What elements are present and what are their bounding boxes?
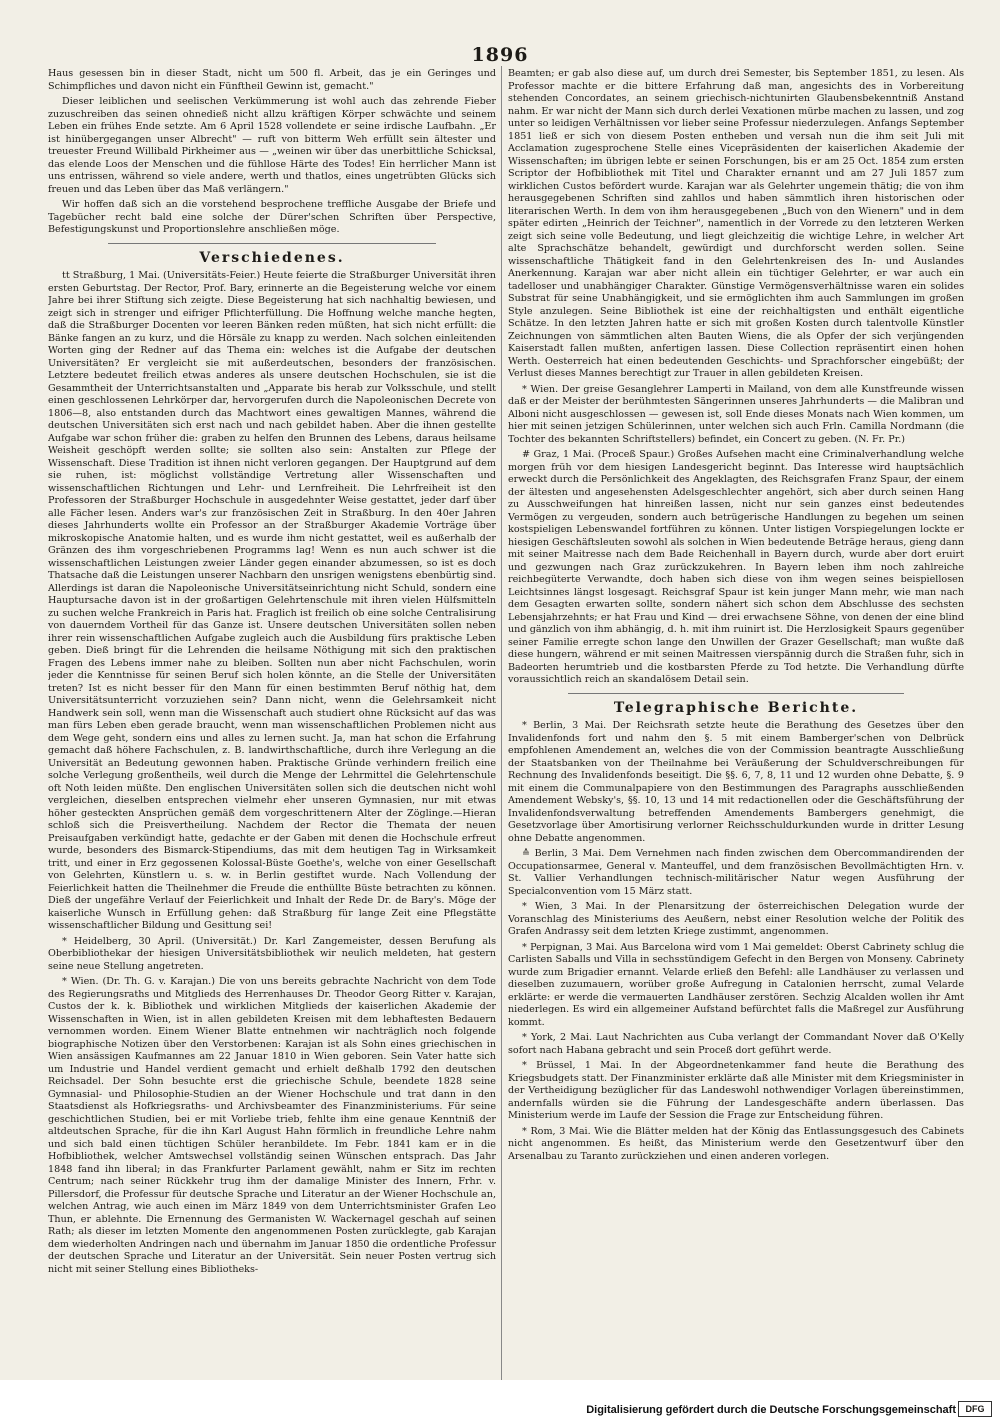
telegraph-item: * Brüssel, 1 Mai. In der Abgeordnetenkammer fand heute die Berathung des Kriegsbudgets statt. Der Finanzminister erklärte daß alle Minister mit dem Kriegsminister in der Vertheidigung bezüglicher für das Landeswohl nothwendiger Vorlagen übereinstimmen, andernfalls würden sie die Führung der Landesgeschäfte andern überlassen. Das Ministerium werde im Laufe der Session die Frage zur Entscheidung führen. <box>508 1060 964 1121</box>
page-number: 1896 <box>471 44 529 66</box>
news-item: * Heidelberg, 30 April. (Universität.) Dr. Karl Zangemeister, dessen Berufung als Oberbibliothekar der hiesigen Universitätsbibliothek wir neulich meldeten, hat gestern seine neue Stellung angetreten. <box>48 935 496 972</box>
article-paragraph: Haus gesessen bin in dieser Stadt, nicht um 500 fl. Arbeit, das je ein Geringes und Schimpfliches und davon nicht ein Fünftheil Gewinn ist, gemacht." <box>48 68 496 92</box>
section-rule <box>568 693 904 694</box>
telegraph-item: ≙ Berlin, 3 Mai. Dem Vernehmen nach finden zwischen dem Obercommandirenden der Occupationsarmee, General v. Manteuffel, und dem französischen Bevollmächtigten Hrn. v. St. Vallier Verhandlungen technisch-militärischer Natur wegen Ausführung der Specialconvention vom 15 März statt. <box>508 848 964 897</box>
telegraph-item: * Wien, 3 Mai. In der Plenarsitzung der österreichischen Delegation wurde der Voranschlag des Ministeriums des Aeußern, nebst einer Resolution welche der Politik des Grafen Andrassy seit dem letzten Kriege zustimmt, angenommen. <box>508 901 964 937</box>
section-heading-telegraphische-berichte: Telegraphische Berichte. <box>613 699 859 716</box>
column-divider <box>501 66 502 1386</box>
news-item: * Wien. (Dr. Th. G. v. Karajan.) Die von uns bereits gebrachte Nachricht von dem Tode des Regierungsraths und Mitglieds des Herrenhauses Dr. Theodor Georg Ritter v. Karajan, Custos der k. k. Bibliothek und wirklichen Mitglieds der kaiserlichen Akademie der Wissenschaften in Wien, ist in allen gebildeten Kreisen mit dem lebhaftesten Bedauern vernommen worden. Einem Wiener Blatte entnehmen wir nachträglich noch folgende biographische Notizen über den Verstorbenen: Karajan ist als Sohn eines griechischen in Wien ansässigen Kaufmannes am 22 Januar 1810 in Wien geboren. Sein Vater hatte sich um Industrie und Handel verdient gemacht und erhielt deßhalb 1792 den deutschen Reichsadel. Der Sohn besuchte erst die griechische Schule, beendete 1828 seine Gymnasial- und Philosophie-Studien an der Wiener Hochschule und trat dann in den Staatsdienst als Hofkriegsraths- und Archivsbeamter des Finanzministeriums. Für seine geschichtlichen Studien, bei er mit Vorliebe trieb, fehlte ihm eine genaue Kenntniß der altdeutschen Sprache, für die ihn Karl August Hahn förmlich in freundliche Lehre nahm und sich bald einen tüchtigen Schüler heranbildete. Im Febr. 1841 kam er in die Hofbibliothek, welcher Amtswechsel vollständig seinen Wünschen entsprach. Das Jahr 1848 fand ihn liberal; in das Frankfurter Parlament gewählt, nahm er Sitz im rechten Centrum; nach seiner Rückkehr trug ihm der damalige Minister des Innern, Frhr. v. Pillersdorf, die Professur für deutsche Sprache und Literatur an der Wiener Hochschule an, welchen Antrag, wie auch einen im März 1849 von dem Unterrichtsminister Grafen Leo Thun, er ablehnte. Die Ernennung des Germanisten W. Wackernagel geschah auf seinen Rath; als dieser im letzten Momente den angenommenen Posten zurücklegte, gab Karajan dem wiederholten Andringen nach und übernahm im Januar 1850 die ordentliche Professur der deutschen Sprache und Literatur an der Universität. Sein neuer Posten vertrug sich nicht mit seiner Stellung eines Bibliotheks- <box>48 976 496 1275</box>
news-item: * Wien. Der greise Gesanglehrer Lamperti in Mailand, von dem alle Kunstfreunde wissen daß er der Meister der berühmtesten Sängerinnen unseres Jahrhunderts — die Malibran und Alboni nicht ausgeschlossen — gewesen ist, soll Ende dieses Monats nach Wien kommen, um hier mit seinen jetzigen Schülerinnen, unter welchen sich auch Frln. Camilla Nordmann (die Tochter des bekannten Schriftstellers) befindet, ein Concert zu geben. (N. Fr. Pr.) <box>508 383 964 445</box>
telegraph-item: * Perpignan, 3 Mai. Aus Barcelona wird vom 1 Mai gemeldet: Oberst Cabrinety schlug die Carlisten Saballs und Villa in sechsstündigem Gefecht in den Bergen von Monseny. Cabrinety wurde zum Brigadier ernannt. Velarde erließ den Befehl: alle Landhäuser zu verlassen und dieselben zuzumauern, worüber große Aufregung in Catalonien herrscht, zumal Velarde erklärte: er werde die vermauerten Landhäuser zerstören. Sechzig Alcalden wollen ihr Amt niederlegen. Es wird ein allgemeiner Aufstand befürchtet falls die Maßregel zur Ausführung kommt. <box>508 941 964 1028</box>
section-heading-verschiedenes: Verschiedenes. <box>199 249 345 266</box>
telegraph-item: * Rom, 3 Mai. Wie die Blätter melden hat der König das Entlassungsgesuch des Cabinets nicht angenommen. Es heißt, das Ministerium werde den Gesetzentwurf über den Arsenalbau zu Taranto zurückziehen und einen anderen vorlegen. <box>508 1125 964 1162</box>
news-item: # Graz, 1 Mai. (Proceß Spaur.) Großes Aufsehen macht eine Criminalverhandlung welche morgen früh vor dem hiesigen Landesgericht beginnt. Das Interesse wird hauptsächlich erweckt durch die Persönlichkeit des Angeklagten, des Reichsgrafen Franz Spaur, der einem der ältesten und angesehensten Adelsgeschlechter angehört, sich aber durch seinen Hang zu Ausschweifungen hat hinreißen lassen, nicht nur sein ganzes einst bedeutendes Vermögen zu vergeuden, sondern auch betrügerische Handlungen zu begehen um seinen kostspieligen Lebenswandel fortführen zu können. Unter listigen Vorspiegelungen lockte er hiesigen Geschäftsleuten sowohl als solchen in Wien bedeutende Beträge heraus, gieng dann mit seiner Maitresse nach dem Bade Reichenhall in Bayern durch, wurde aber dort eruirt und gezwungen nach Graz zurückzukehren. In Bayern leben ihm noch zahlreiche reichbegüterte Verwandte, doch haben sich diese von ihm wegen seines beispiellosen Leichtsinnes längst losgesagt. Reichsgraf Spaur ist kein junger Mann mehr, wie man nach dem Gesagten erwarten sollte, sondern nähert sich schon dem Abschlusse des sechsten Lebensjahrzehnts; er hat Frau und Kind — drei erwachsene Söhne, von denen der eine blind und gänzlich von ihm abhängig, d. h. mit ihm ruinirt ist. Die Herzlosigkeit Spaurs gegenüber seiner Familie erregte schon lange den Unwillen der Grazer Gesellschaft; man wußte daß diese hungern, während er mit seinen Maitressen vierspännig durch die Straßen fuhr, sich in Badeorten herumtrieb und die kostbarsten Pferde zu Tod hetzte. Die Verhandlung dürfte voraussichtlich reich an skandalösem Detail sein. <box>508 449 964 685</box>
telegraph-item: * Berlin, 3 Mai. Der Reichsrath setzte heute die Berathung des Gesetzes über den Invalidenfonds fort und nahm den §. 5 mit einem Bamberger'schen von Delbrück empfohlenen Amendement an, welches die von der Commission beantragte Ausschließung der Staatsbanken von der Theilnahme bei Veräußerung der Schuldverschreibungen für Rechnung des Invalidenfonds beseitigt. Die §§. 6, 7, 8, 11 und 12 wurden ohne Debatte, §. 9 mit einem die Communalpapiere von den Bestimmungen des Paragraphs ausschließenden Amendement Websky's, §§. 10, 13 und 14 mit redactionellen oder die Geschäftsführung der Invalidenfondsverwaltung betreffenden Amendements Bambergers genehmigt, die Gesetzvorlage über Amortisirung verlorner Reichsschuldurkunden wurde in dritter Lesung ohne Debatte angenommen. <box>508 720 964 844</box>
article-paragraph: Wir hoffen daß sich an die vorstehend besprochene treffliche Ausgabe der Briefe und Tagebücher recht bald eine solche der Dürer'schen Schriften über Perspective, Befestigungskunst und Proportionslehre anschließen möge. <box>48 199 496 235</box>
left-column <box>48 68 496 1374</box>
news-item: tt Straßburg, 1 Mai. (Universitäts-Feier.) Heute feierte die Straßburger Universität ihren ersten Geburtstag. Der Rector, Prof. Bary, erinnerte an die Begeisterung welche vor einem Jahre bei ihrer Stiftung sich zeigte. Diese Begeisterung hat sich nachhaltig bewiesen, und zeigt sich in strenger und eifriger Pflichterfüllung. Die Hoffnung welche manche hegten, daß die Straßburger Docenten vor leeren Bänken reden müßten, hat sich nicht erfüllt: die Bänke fangen an zu kurz, und die Hörsäle zu knapp zu werden. Nach solchen einleitenden Worten ging der Redner auf das Thema ein: welches ist die Aufgabe der deutschen Universitäten? Er vergleicht sie mit außerdeutschen, besonders der französischen. Letztere bedeutet freilich etwas anderes als unsere deutschen Hochschulen, sie ist die Gesammtheit der Unterrichtsanstalten und „Apparate bis herab zur Volksschule, und stellt einen geschlossenen Lehrkörper dar, hervorgerufen durch die Napoleonischen Decrete von 1806—8, also entstanden durch das Machtwort eines gewaltigen Mannes, während die deutschen Universitäten sich erst nach und nach gebildet haben. Aber die ihnen gestellte Aufgabe war schon früher die: graben zu helfen den Brunnen des Lebens, daraus heilsame Weisheit geschöpft werden sollte; sie sollten also sein: Anstalten zur Pflege der Wissenschaft. Diese Tradition ist ihnen nicht verloren gegangen. Der Hauptgrund auf dem sie ruhen, ist: möglichst vollständige Vertretung aller Wissenschaften und wissenschaftlichen Richtungen und Lehr- und Lernfreiheit. Die Lehrfreiheit ist den Professoren der Straßburger Hochschule in ausgedehnter Weise gestattet, jeder darf über alle Fächer lesen. Anders war's zur französischen Zeit in Straßburg. In den 40er Jahren dieses Jahrhunderts wollte ein Professor an der Straßburger Akademie Vorträge über mikroskopische Anatomie halten, und es wurde ihm nicht gestattet, weil es außerhalb der Gränzen des ihm vorgeschriebenen Programms lag! Wenn es nun auch schwer ist die wissenschaftlichen Leistungen zweier Länder gegen einander abzumessen, so ist es doch Thatsache daß die Leistungen unserer Nachbarn den unsrigen wenigstens ebenbürtig sind. Allerdings ist daran die Napoleonische Universitätseinrichtung nicht Schuld, sondern eine Hauptursache davon ist in der großartigen Gelehrtenschule mit ihren vielen Hülfsmitteln zu suchen welche Frankreich in Paris hat. Fraglich ist freilich ob eine solche Centralisirung von dauerndem Vortheil für das Ganze ist. Unsere deutschen Universitäten sollen neben ihrer rein wissenschaftlichen Aufgabe zugleich auch die Ausbildung fürs praktische Leben geben. Dieß bringt für die Lehrenden die heilsame Nöthigung mit sich den praktischen Fragen des Lebens immer nahe zu bleiben. Sollten nun aber nicht Fachschulen, worin jeder die Kenntnisse für seinen Beruf sich holen könnte, an die Stelle der Universitäten treten? Ist es nicht besser für den Mann für einen bestimmten Beruf nöthig hat, dem Universitätsunterricht vorzuziehen sein? Dann nicht, wenn die Gelehrsamkeit nicht Handwerk sein soll, wenn man die Wissenschaft auch studiert ohne Rücksicht auf das was man fürs Leben eben gerade braucht, wenn man wissenschaftlichen Problemen nicht aus dem Wege geht, sondern eins und alles zu lernen sucht. Ja, man hat schon die Erfahrung gemacht daß höhere Fachschulen, z. B. landwirthschaftliche, durch ihre Verlegung an die Universität an Bedeutung gewonnen haben. Praktische Gründe verhindern freilich eine solche Verlegung großentheils, weil durch die Menge der Lehrmittel die Gelehrtenschule oft Noth leiden müßte. Den englischen Universitäten sollen sich die deutschen nicht wohl vergleichen, dieselben entsprechen vielmehr eher unseren Gymnasien, nur mit etwas höher gesteckten Ansprüchen gemäß dem vorgeschrittenern Alter der Zöglinge.—Hieran schloß sich die Preisvertheilung. Nachdem der Rector die Themata der neuen Preisaufgaben verkündigt hatte, gedachte er der Gaben mit denen die Hochschule erfreut wurde, besonders des Bismarck-Stipendiums, das mit dem heutigen Tag in Wirksamkeit tritt, und einer in Erz gegossenen Kolossal-Büste Goethe's, welche von einer Gesellschaft von Gelehrten, Künstlern u. s. w. in Berlin gestiftet wurde. Nach Vollendung der Feierlichkeit hatten die Theilnehmer die Freude die enthüllte Büste betrachten zu können. Dieß der ungefähre Verlauf der Feierlichkeit und Inhalt der Rede Dr. de Bary's. Möge der kaiserliche Wunsch in Erfüllung gehen: daß Straßburg für lange Zeit eine Pflegstätte wissenschaftlicher Bildung und Gesittung sei! <box>48 270 496 931</box>
article-paragraph: Beamten; er gab also diese auf, um durch drei Semester, bis September 1851, zu lesen. Als Professor machte er die bittere Erfahrung daß man, angesichts des in Vorbereitung stehenden Concordates, an seinem griechisch-nichtunirten Glaubensbekenntniß Anstand nahm. Er war nicht der Mann sich durch derlei Vexationen mürbe machen zu lassen, und zog unter so leidigen Verhältnissen vor lieber seine Professur niederzulegen. Anfangs September 1851 ließ er sich von diesem Posten entheben und versah nun die ihm seit Juli mit Acclamation zugesprochene Stelle eines Vicepräsidenten der kaiserlichen Akademie der Wissenschaften; im übrigen lebte er seinen Forschungen, bis er am 25 Oct. 1854 zum ersten Scriptor der Hofbibliothek mit Titel und Charakter ernannt und am 27 Juli 1857 zum wirklichen Custos befördert wurde. Karajan war als Gelehrter ungemein thätig; die von ihm herausgegebenen Schriften sind zahllos und haben sämmtlich ihren historischen oder literarischen Werth. In dem von ihm herausgegebenen „Buch von den Wienern" und in dem später edirten „Heinrich der Teichner", namentlich in der Vorrede zu den letzteren Werken zeigt sich seine volle Bedeutung, und liegt gleichzeitig die wichtige Lehre, in welcher Art alte Sprachschätze behandelt, gewürdigt und durchforscht werden sollen. Seine wissenschaftliche Thätigkeit fand in den Gelehrtenkreisen des In- und Auslandes Anerkennung. Karajan war aber nicht allein ein tüchtiger Gelehrter, er war auch ein tadelloser und unabhängiger Charakter. Günstige Vermögensverhältnisse waren ein solides Substrat für seine Unabhängigkeit, und sie ermöglichten ihm auch Sammlungen im großen Style anzulegen. Seine Bibliothek ist eine der reichhaltigsten und enthält eigentliche Schätze. In den letzten Jahren hatte er sich mit großen Kosten durch talentvolle Künstler Zeichnungen von sämmtlichen alten Bauten Wiens, die als Opfer der sich verjüngenden Kaiserstadt fallen mußten, anfertigen lassen. Diese Collection repräsentirt einen hohen Werth. Oesterreich hat einen bedeutenden Geschichts- und Sprachforscher eingebüßt; der Verlust dieses Mannes berechtigt zur Trauer in allen gebildeten Kreisen. <box>508 68 964 379</box>
telegraph-item: * York, 2 Mai. Laut Nachrichten aus Cuba verlangt der Commandant Nover daß O'Kelly sofort nach Habana gebracht und sein Proceß dort geführt werde. <box>508 1032 964 1056</box>
footer-bar <box>0 1380 1000 1426</box>
right-column <box>508 68 964 1374</box>
article-paragraph: Dieser leiblichen und seelischen Verkümmerung ist wohl auch das zehrende Fieber zuzuschreiben das seinen ohnedieß nicht allzu kräftigen Körper schwächte und seinem Leben ein frühes Ende setzte. Am 6 April 1528 vollendete er seine irdische Laufbahn. „Er ist hinübergegangen unser Albrecht" — ruft von bitterm Weh erfüllt sein ältester und treuester Freund Willibald Pirkheimer aus — „weinen wir über das unerbittliche Schicksal, das elende Loos der Menschen und die fühllose Härte des Todes! Ein herrlicher Mann ist uns entrissen, während so viele andere, werth und thatlos, eines ungetrübten Glücks sich freuen und das Leben über das Maß verlängern." <box>48 96 496 195</box>
dfg-logo: DFG <box>958 1401 992 1417</box>
section-rule <box>108 243 436 244</box>
footer-credit: Digitalisierung gefördert durch die Deutsche Forschungsgemeinschaft <box>586 1404 956 1416</box>
